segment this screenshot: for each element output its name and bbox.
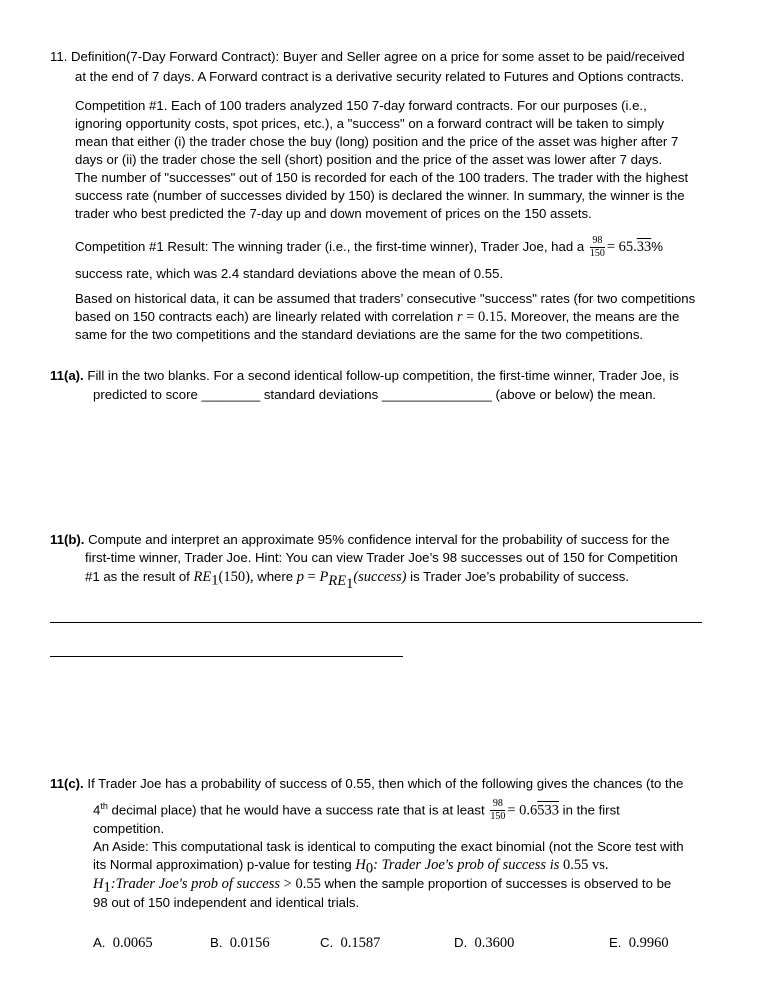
q11c-line1: 11(c). If Trader Joe has a probability of success of 0.55, then which of the following gives the chances (to the: [50, 776, 684, 791]
q11b-label: 11(b).: [50, 532, 85, 547]
q11c-line5: its Normal approximation) p-value for testing $H_0$: Trader Joe's prob of success is 0.55 vs.: [93, 857, 609, 877]
fraction-98-150: $\frac{98}{150}$: [490, 798, 506, 823]
historical-line3: same for the two competitions and the standard deviations are the same for the two competitions.: [75, 327, 644, 342]
result-line1: Competition #1 Result: The winning trader (i.e., the first-time winner), Trader Joe, had a $\frac{98}{150}$ = 65.33%: [75, 235, 664, 259]
choice-a[interactable]: A. 0.0065: [93, 935, 153, 951]
competition1-line: mean that either (i) the trader chose the buy (long) position and the price of the asset was higher after 7: [75, 134, 679, 149]
q11b-line3: #1 as the result of $RE_1(150)$, where $p = P_{RE_1}(success)$ is Trader Joe’s probability of success.: [85, 569, 630, 592]
choice-c[interactable]: C. 0.1587: [320, 935, 381, 951]
q11c-line7: 98 out of 150 independent and identical trials.: [93, 895, 360, 910]
competition1-line: trader who best predicted the 7-day up and down movement of prices on the 150 assets.: [75, 206, 592, 221]
answer-line: [50, 622, 702, 623]
choice-b[interactable]: B. 0.0156: [210, 935, 270, 951]
competition1-line: The number of "successes" out of 150 is recorded for each of the 100 traders. The trader with the highest: [75, 170, 689, 185]
q11c-line3: competition.: [93, 821, 165, 836]
result-line2: success rate, which was 2.4 standard deviations above the mean of 0.55.: [75, 266, 504, 281]
q11-number: 11.: [50, 49, 68, 64]
choice-d[interactable]: D. 0.3600: [454, 935, 515, 951]
q11a-label: 11(a).: [50, 368, 84, 383]
q11a-line1: 11(a). Fill in the two blanks. For a second identical follow-up competition, the first-time winner, Trader Joe, is: [50, 368, 679, 383]
competition1-line: success rate (number of successes divided by 150) is declared the winner. In summary, the winner is the: [75, 188, 685, 203]
competition1-line: ignoring opportunity costs, spot prices, etc.), a "success" on a forward contract will be taken to simply: [75, 116, 665, 131]
q11c-label: 11(c).: [50, 776, 84, 791]
q11c-line2: 4th decimal place) that he would have a success rate that is at least $\frac{98}{150}$ = 0.6533 in the first: [93, 798, 620, 823]
fraction-98-150: $\frac{98}{150}$: [589, 235, 605, 259]
q11a-line2: predicted to score ________ standard deviations _______________ (above or below) the mean.: [93, 387, 657, 402]
historical-line2: based on 150 contracts each) are linearly related with correlation r = 0.15. Moreover, the means are the: [75, 309, 680, 325]
q11-line1: 11. Definition(7-Day Forward Contract): Buyer and Seller agree on a price for some asset to be paid/received: [50, 49, 685, 64]
q11-line2: at the end of 7 days. A Forward contract is a derivative security related to Futures and Options contracts.: [75, 69, 685, 84]
q11c-line6: $H_1:Trader$ Joe's prob of success > 0.55 when the sample proportion of successes is observed to be: [93, 876, 672, 896]
answer-line: [50, 656, 403, 657]
q11b-line1: 11(b). Compute and interpret an approximate 95% confidence interval for the probability of success for the: [50, 532, 670, 547]
historical-line1: Based on historical data, it can be assumed that traders’ consecutive "success" rates (for two competitions: [75, 291, 696, 306]
competition1-line: days or (ii) the trader chose the sell (short) position and the price of the asset was lower after 7 days.: [75, 152, 663, 167]
q11b-line2: first-time winner, Trader Joe. Hint: You can view Trader Joe’s 98 successes out of 150 for Competition: [85, 550, 678, 565]
q11c-line4: An Aside: This computational task is identical to computing the exact binomial (not the Score test with: [93, 839, 684, 854]
choice-e[interactable]: E. 0.9960: [609, 935, 669, 951]
competition1-line: Competition #1. Each of 100 traders analyzed 150 7-day forward contracts. For our purposes (i.e.,: [75, 98, 647, 113]
